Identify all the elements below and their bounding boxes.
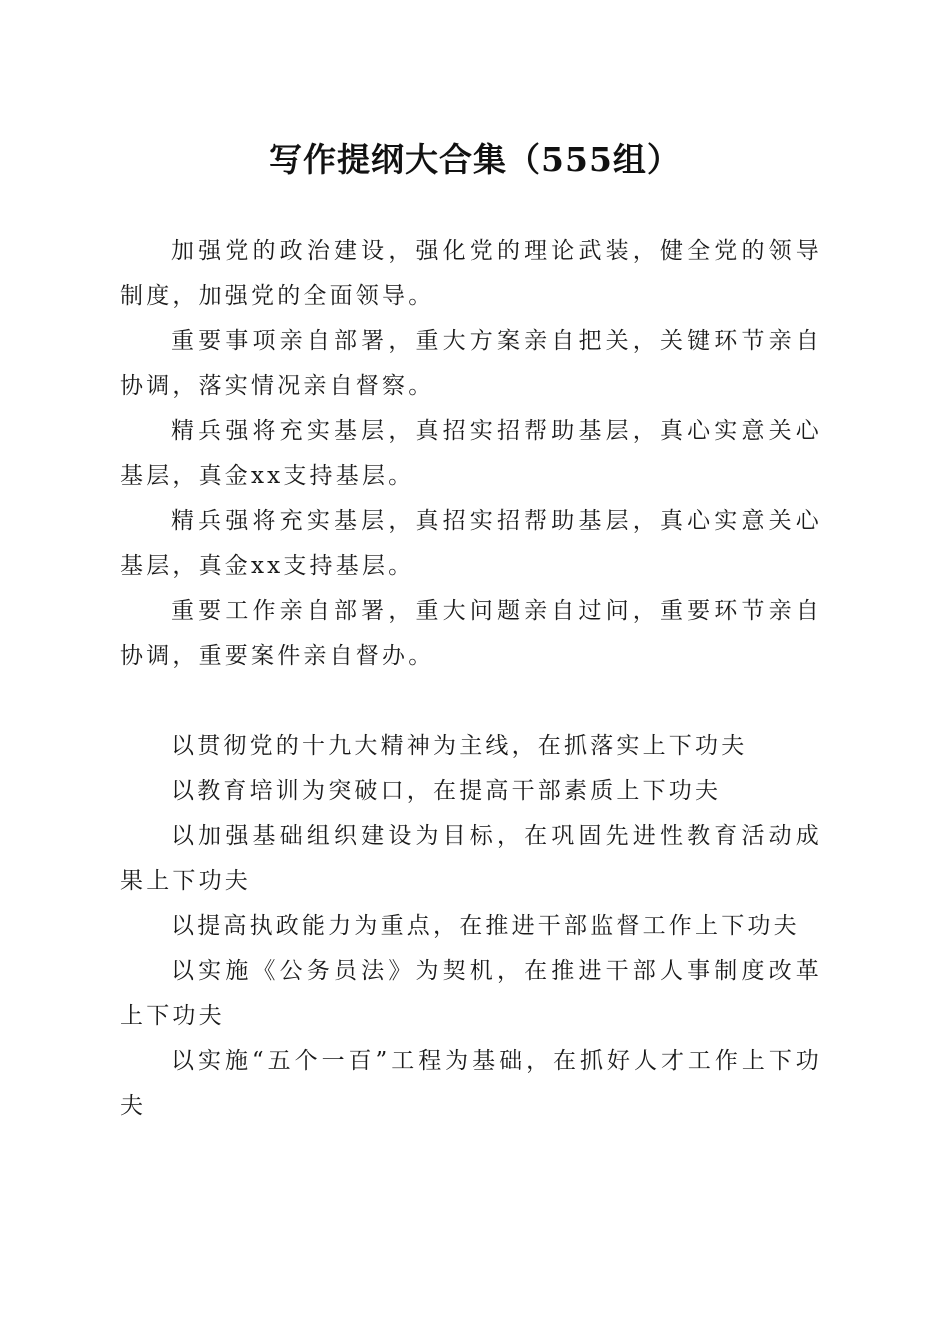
outline-item: 以实施“五个一百”工程为基础，在抓好人才工作上下功夫 [120,1048,822,1119]
paragraph: 精兵强将充实基层，真招实招帮助基层，真心实意关心基层，真金xx支持基层。 [120,418,822,489]
paragraph: 精兵强将充实基层，真招实招帮助基层，真心实意关心基层，真金xx支持基层。 [120,508,822,579]
outline-item: 以实施《公务员法》为契机，在推进干部人事制度改革上下功夫 [120,958,822,1029]
document-title: 写作提纲大合集（555组） [269,140,681,179]
outline-item: 以提高执政能力为重点，在推进干部监督工作上下功夫 [171,913,800,939]
section-spacer [120,679,822,724]
document-body [120,229,822,1129]
outline-item: 以教育培训为突破口，在提高干部素质上下功夫 [171,778,722,804]
paragraph: 加强党的政治建设，强化党的理论武装，健全党的领导制度，加强党的全面领导。 [120,238,822,309]
paragraph: 重要事项亲自部署，重大方案亲自把关，关键环节亲自协调，落实情况亲自督察。 [120,328,822,399]
paragraph: 重要工作亲自部署，重大问题亲自过问，重要环节亲自协调，重要案件亲自督办。 [120,598,822,669]
outline-item: 以加强基础组织建设为目标，在巩固先进性教育活动成果上下功夫 [120,823,822,894]
outline-item: 以贯彻党的十九大精神为主线，在抓落实上下功夫 [171,733,748,759]
